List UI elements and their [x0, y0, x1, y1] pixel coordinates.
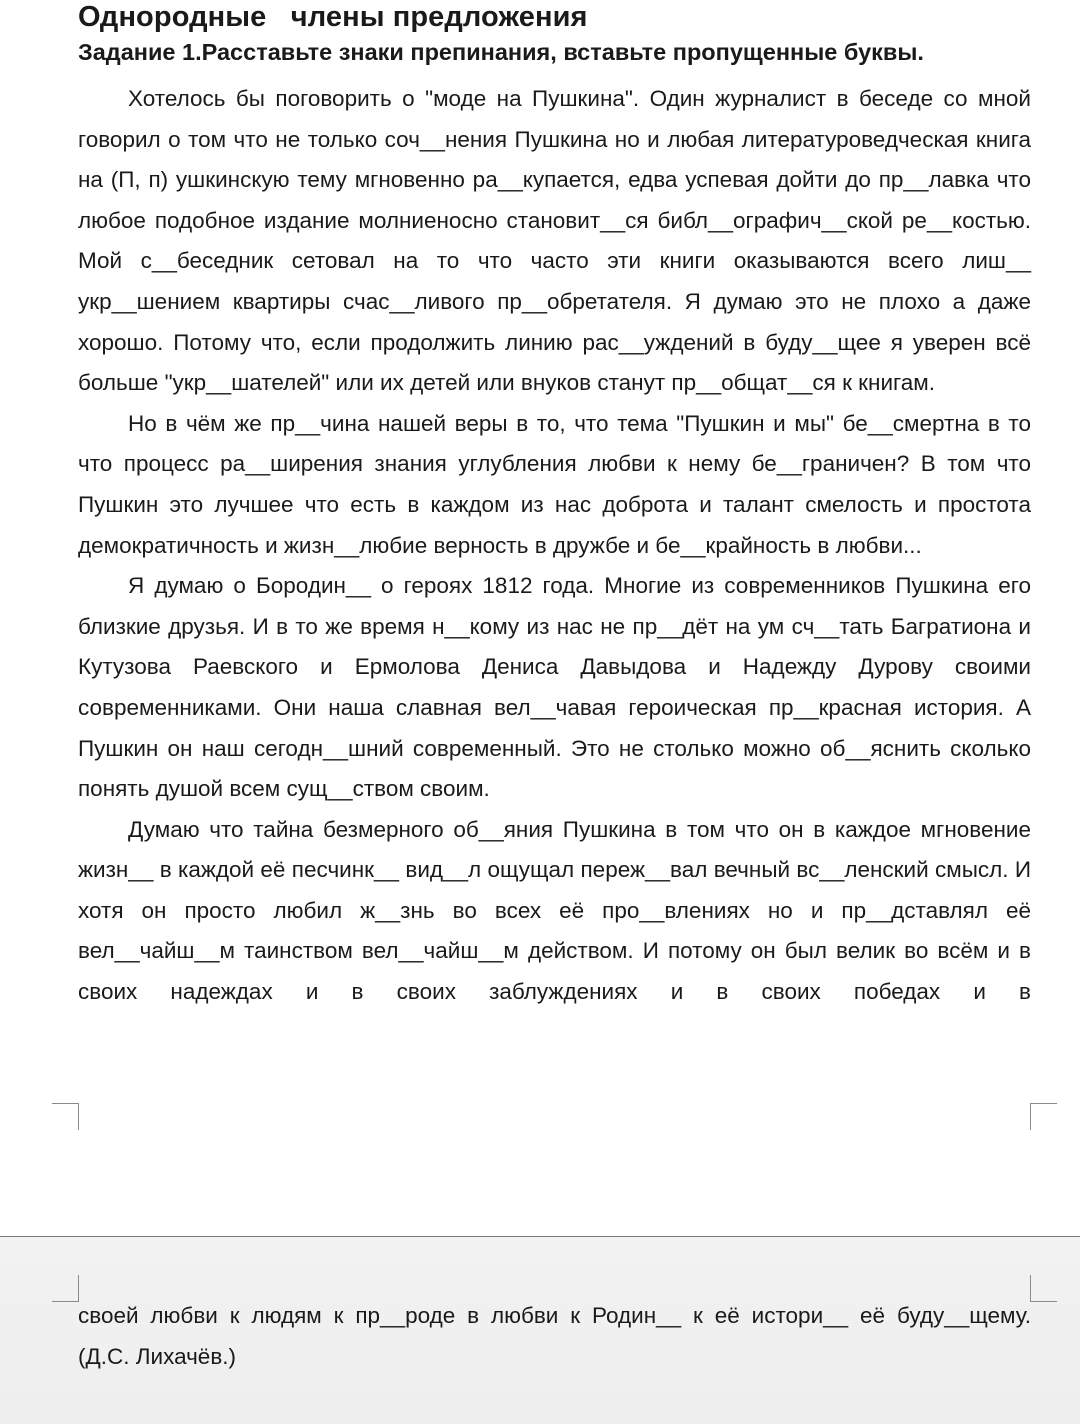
continuation-line: своей любви к людям к пр__роде в любви к Родин__ к её истори__ её буду__щему.: [78, 1303, 1031, 1328]
paragraph-3: Я думаю о Бородин__ о героях 1812 года. Многие из современников Пушкина его близкие друзья. И в то же время н__кому из нас не пр__дёт на ум сч__тать Багратиона и Кутузова Раевского и Ермолова Дениса Давыдова и Надежду Дурову своими современниками. Они наша славная вел__чавая героическая пр__красная история. А Пушкин он наш сегодн__шний современный. Это не столько можно об__яснить сколько понять душой всем сущ__ством своим.: [78, 573, 1031, 802]
page-corner-mark-bottom-right: [1030, 1275, 1057, 1302]
page-corner-mark-top-right: [1030, 1103, 1057, 1130]
document-title: Однородные члены предложения: [78, 1, 588, 33]
document-body: [78, 79, 1031, 1013]
paragraph-1: Хотелось бы поговорить о "моде на Пушкина". Один журналист в беседе со мной говорил о том что не только соч__нения Пушкина но и любая литературоведческая книга на (П, п) ушкинскую тему мгновенно ра__купается, едва успевая дойти до пр__лавка что любое подобное издание молниеносно становит__ся библ__ографич__ской ре__костью. Мой с__беседник сетовал на то что часто эти книги оказываются всего лиш__ укр__шением квартиры счас__ливого пр__обретателя. Я думаю это не плохо а даже хорошо. Потому что, если продолжить линию рас__уждений в буду__щее я уверен всё больше "укр__шателей" или их детей или внуков станут пр__общат__ся к книгам.: [78, 86, 1031, 396]
page-corner-mark-top-left: [52, 1103, 79, 1130]
paragraph-4: Думаю что тайна безмерного об__яния Пушкина в том что он в каждое мгновение жизн__ в каждой её песчинк__ вид__л ощущал переж__вал вечный вс__ленский смысл. И хотя он просто любил ж__знь во всех её про__влениях но и пр__дставлял её вел__чайш__м таинством вел__чайш__м действом. И потому он был велик во всём и в своих надеждах и в своих заблуждениях и в своих победах и в: [78, 816, 1031, 1005]
paragraph-2: Но в чём же пр__чина нашей веры в то, что тема "Пушкин и мы" бе__смертна в то что процесс ра__ширения знания углубления любви к нему бе__граничен? В том что Пушкин это лучшее что есть в каждом из нас доброта и талант смелость и простота демократичность и жизн__любие верность в дружбе и бе__крайность в любви...: [78, 410, 1031, 558]
document-continuation: [78, 1296, 1031, 1377]
task-heading: Задание 1.Расставьте знаки препинания, вставьте пропущенные буквы.: [78, 39, 924, 65]
page-corner-mark-bottom-left: [52, 1275, 79, 1302]
author-signature: (Д.С. Лихачёв.): [78, 1343, 237, 1369]
